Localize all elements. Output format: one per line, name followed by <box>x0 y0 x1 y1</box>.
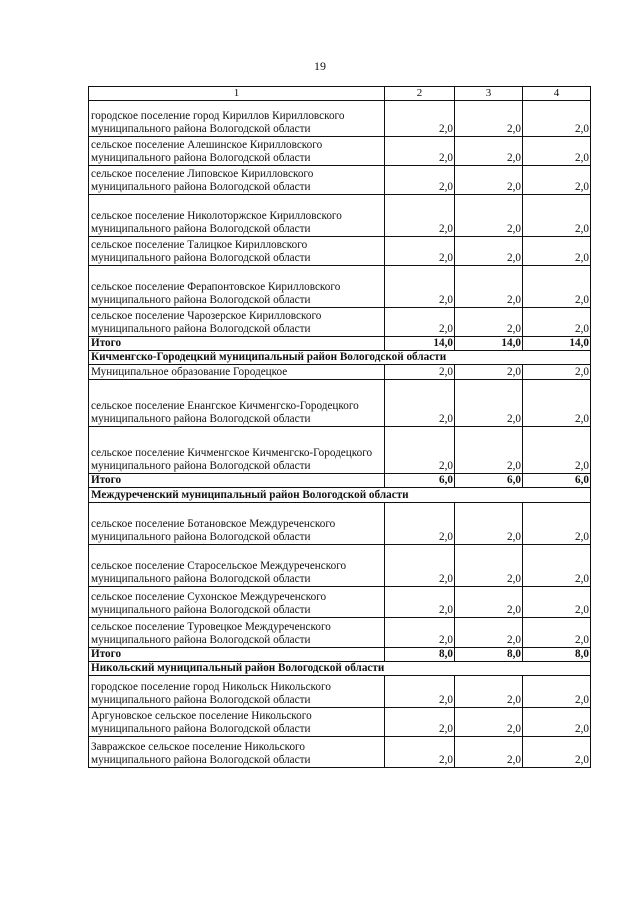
settlement-row <box>89 195 591 237</box>
value-col-3: 2,0 <box>455 618 523 648</box>
value-col-2: 2,0 <box>385 380 455 427</box>
settlement-row <box>89 545 591 587</box>
settlement-row <box>89 503 591 545</box>
value-col-4: 2,0 <box>523 545 591 587</box>
settlement-name: Завражское сельское поселение Никольского муниципального района Вологодской области <box>89 737 385 768</box>
value-col-2: 2,0 <box>385 503 455 545</box>
column-header-3: 3 <box>455 87 523 101</box>
district-section-title: Междуреченский муниципальный район Вологодской области <box>89 488 591 503</box>
value-col-4: 2,0 <box>523 101 591 137</box>
value-col-2: 14,0 <box>385 337 455 351</box>
value-col-4: 2,0 <box>523 587 591 618</box>
value-col-3: 8,0 <box>455 648 523 662</box>
settlement-name: сельское поселение Кичменгское Кичменгско-Городецкого муниципального района Вологодской области <box>89 427 385 474</box>
value-col-2: 2,0 <box>385 101 455 137</box>
value-col-3: 14,0 <box>455 337 523 351</box>
value-col-2: 2,0 <box>385 737 455 768</box>
value-col-2: 2,0 <box>385 365 455 380</box>
value-col-3: 2,0 <box>455 237 523 266</box>
value-col-2: 2,0 <box>385 237 455 266</box>
value-col-2: 2,0 <box>385 545 455 587</box>
total-label: Итого <box>89 648 385 662</box>
value-col-3: 2,0 <box>455 101 523 137</box>
value-col-4: 14,0 <box>523 337 591 351</box>
value-col-3: 6,0 <box>455 474 523 488</box>
value-col-4: 2,0 <box>523 503 591 545</box>
settlement-name: сельское поселение Липовское Кирилловского муниципального района Вологодской области <box>89 166 385 195</box>
settlement-row <box>89 618 591 648</box>
settlement-row <box>89 737 591 768</box>
value-col-3: 2,0 <box>455 195 523 237</box>
value-col-3: 2,0 <box>455 587 523 618</box>
settlement-row <box>89 308 591 337</box>
column-header-1: 1 <box>89 87 385 101</box>
value-col-2: 2,0 <box>385 195 455 237</box>
value-col-3: 2,0 <box>455 137 523 166</box>
district-section-row <box>89 351 591 365</box>
value-col-3: 2,0 <box>455 380 523 427</box>
total-label: Итого <box>89 474 385 488</box>
settlement-name: Муниципальное образование Городецкое <box>89 365 385 380</box>
page-number: 19 <box>314 59 326 73</box>
value-col-4: 2,0 <box>523 166 591 195</box>
settlement-row <box>89 166 591 195</box>
value-col-3: 2,0 <box>455 676 523 708</box>
settlement-row <box>89 380 591 427</box>
value-col-4: 2,0 <box>523 676 591 708</box>
value-col-4: 2,0 <box>523 427 591 474</box>
settlement-row <box>89 708 591 737</box>
settlement-name: сельское поселение Сухонское Междуреченского муниципального района Вологодской области <box>89 587 385 618</box>
value-col-4: 2,0 <box>523 195 591 237</box>
settlement-row <box>89 587 591 618</box>
column-header-4: 4 <box>523 87 591 101</box>
value-col-3: 2,0 <box>455 737 523 768</box>
value-col-2: 2,0 <box>385 166 455 195</box>
settlement-row <box>89 266 591 308</box>
district-section-row <box>89 488 591 503</box>
value-col-3: 2,0 <box>455 266 523 308</box>
district-section-title: Кичменгско-Городецкий муниципальный район Вологодской области <box>89 351 591 365</box>
value-col-2: 2,0 <box>385 266 455 308</box>
settlement-row <box>89 427 591 474</box>
settlement-name: городское поселение город Никольск Никольского муниципального района Вологодской области <box>89 676 385 708</box>
value-col-4: 2,0 <box>523 266 591 308</box>
value-col-4: 2,0 <box>523 380 591 427</box>
settlement-row <box>89 676 591 708</box>
value-col-2: 6,0 <box>385 474 455 488</box>
value-col-3: 2,0 <box>455 166 523 195</box>
value-col-4: 2,0 <box>523 137 591 166</box>
settlement-row <box>89 365 591 380</box>
value-col-2: 2,0 <box>385 618 455 648</box>
settlement-name: сельское поселение Туровецкое Междуреченского муниципального района Вологодской области <box>89 618 385 648</box>
district-section-title: Никольский муниципальный район Вологодской области <box>89 662 591 676</box>
value-col-3: 2,0 <box>455 308 523 337</box>
settlement-row <box>89 137 591 166</box>
value-col-3: 2,0 <box>455 503 523 545</box>
settlement-name: сельское поселение Ферапонтовское Кирилловского муниципального района Вологодской области <box>89 266 385 308</box>
value-col-4: 8,0 <box>523 648 591 662</box>
value-col-2: 2,0 <box>385 708 455 737</box>
district-section-row <box>89 662 591 676</box>
total-row <box>89 648 591 662</box>
settlement-name: сельское поселение Николоторжское Кирилловского муниципального района Вологодской области <box>89 195 385 237</box>
value-col-3: 2,0 <box>455 427 523 474</box>
settlement-name: Аргуновское сельское поселение Никольского муниципального района Вологодской области <box>89 708 385 737</box>
settlement-row <box>89 101 591 137</box>
settlement-name: сельское поселение Ботановское Междуреченского муниципального района Вологодской области <box>89 503 385 545</box>
value-col-4: 2,0 <box>523 618 591 648</box>
total-row <box>89 337 591 351</box>
total-label: Итого <box>89 337 385 351</box>
settlement-name: сельское поселение Талицкое Кирилловского муниципального района Вологодской области <box>89 237 385 266</box>
value-col-4: 2,0 <box>523 308 591 337</box>
value-col-2: 2,0 <box>385 137 455 166</box>
settlement-name: сельское поселение Чарозерское Кирилловского муниципального района Вологодской области <box>89 308 385 337</box>
value-col-4: 6,0 <box>523 474 591 488</box>
settlement-name: сельское поселение Енангское Кичменгско-Городецкого муниципального района Вологодской области <box>89 380 385 427</box>
value-col-3: 2,0 <box>455 545 523 587</box>
value-col-4: 2,0 <box>523 708 591 737</box>
value-col-2: 8,0 <box>385 648 455 662</box>
value-col-3: 2,0 <box>455 365 523 380</box>
value-col-4: 2,0 <box>523 737 591 768</box>
total-row <box>89 474 591 488</box>
value-col-2: 2,0 <box>385 587 455 618</box>
value-col-3: 2,0 <box>455 708 523 737</box>
column-number-header-row <box>89 87 591 101</box>
value-col-4: 2,0 <box>523 237 591 266</box>
settlement-name: сельское поселение Старосельское Междуреченского муниципального района Вологодской области <box>89 545 385 587</box>
settlement-name: сельское поселение Алешинское Кирилловского муниципального района Вологодской области <box>89 137 385 166</box>
settlement-row <box>89 237 591 266</box>
column-header-2: 2 <box>385 87 455 101</box>
value-col-4: 2,0 <box>523 365 591 380</box>
allocation-table <box>88 86 591 768</box>
value-col-2: 2,0 <box>385 427 455 474</box>
value-col-2: 2,0 <box>385 308 455 337</box>
settlement-name: городское поселение город Кириллов Кирилловского муниципального района Вологодской области <box>89 101 385 137</box>
value-col-2: 2,0 <box>385 676 455 708</box>
